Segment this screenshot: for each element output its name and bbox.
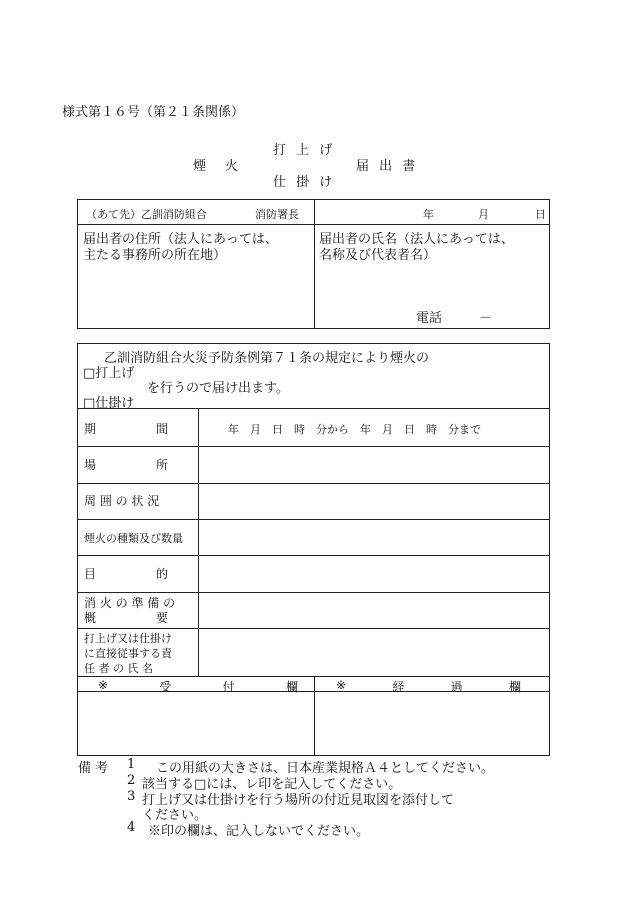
footer-column-divider (314, 676, 315, 756)
period-label: 期 間 (84, 422, 169, 436)
surroundings-label: 周 囲 の 状 況 (84, 494, 160, 508)
statement-option-uchiage: □打上げ (83, 366, 135, 381)
note-3-text: 打上げ又は仕掛けを行う場所の付近見取図を添付して (142, 793, 455, 808)
fireworks-type-quantity-label: 煙火の種類及び数量 (84, 532, 183, 545)
note-1-number: 1 (127, 757, 136, 772)
row-line (77, 408, 550, 409)
phone-label: 電話 (416, 311, 443, 326)
note-4-text: ※印の欄は、記入しないでください。 (148, 824, 370, 839)
header-vertical-divider (314, 199, 315, 329)
title-option-uchiage: 打 上 げ (273, 143, 336, 158)
date-month: 月 (478, 208, 489, 221)
applicant-address-label-2: 主たる事務所の所在地） (83, 248, 227, 263)
note-3-number: 3 (127, 789, 136, 804)
note-2-text: 該当する□には、レ印を記入してください。 (142, 777, 402, 792)
note-4-number: 4 (127, 820, 136, 835)
applicant-name-label-2: 名称及び代表者名） (319, 248, 437, 263)
notes-heading: 備考 (78, 761, 113, 776)
reception-column-header: ※ 受 付 欄 (98, 678, 298, 694)
applicant-address-label: 届出者の住所（法人にあっては、 (83, 232, 278, 247)
addressee: （あて先）乙訓消防組合 (86, 208, 207, 221)
date-day: 日 (535, 208, 546, 221)
purpose-label: 目 的 (84, 567, 169, 581)
statement-line-1: 乙訓消防組合火災予防条例第７１条の規定により煙火の (104, 351, 430, 366)
fire-chief-label: 消防署長 (255, 208, 299, 221)
extinguish-prep-label-1: 消 火 の 準 備 の (84, 596, 176, 610)
place-label: 場 所 (84, 458, 169, 472)
responsible-person-label-3: 任 者 の 氏 名 (84, 662, 153, 675)
row-line (77, 483, 550, 484)
responsible-person-label-1: 打上げ又は仕掛け (84, 632, 172, 645)
note-2-number: 2 (127, 773, 136, 788)
row-line (77, 592, 550, 593)
row-line (77, 628, 550, 629)
date-year: 年 (423, 208, 434, 221)
responsible-person-label-2: に直接従事する責 (84, 647, 172, 660)
row-line (77, 519, 550, 520)
phone-dash: － (479, 311, 493, 326)
note-3-text-cont: ください。 (142, 808, 208, 823)
progress-column-header: ※ 経 過 欄 (336, 678, 521, 694)
title-enka: 煙 火 (193, 159, 242, 174)
statement-option-shikake: □仕掛け (83, 396, 135, 411)
note-1-text: この用紙の大きさは、日本産業規格Ａ４としてください。 (156, 761, 495, 776)
extinguish-prep-label-2: 概 要 (84, 611, 169, 625)
period-value: 年 月 日 時 分から 年 月 日 時 分まで (228, 423, 481, 436)
row-line (77, 446, 550, 447)
title-option-shikake: 仕 掛 け (273, 175, 336, 190)
label-column-divider (198, 408, 199, 676)
row-line (77, 555, 550, 556)
applicant-name-label: 届出者の氏名（法人にあっては、 (319, 232, 514, 247)
statement-line-2: を行うので届け出ます。 (147, 381, 289, 396)
title-todokede: 届 出 書 (356, 159, 419, 174)
form-number: 様式第１６号（第２１条関係） (62, 105, 245, 120)
